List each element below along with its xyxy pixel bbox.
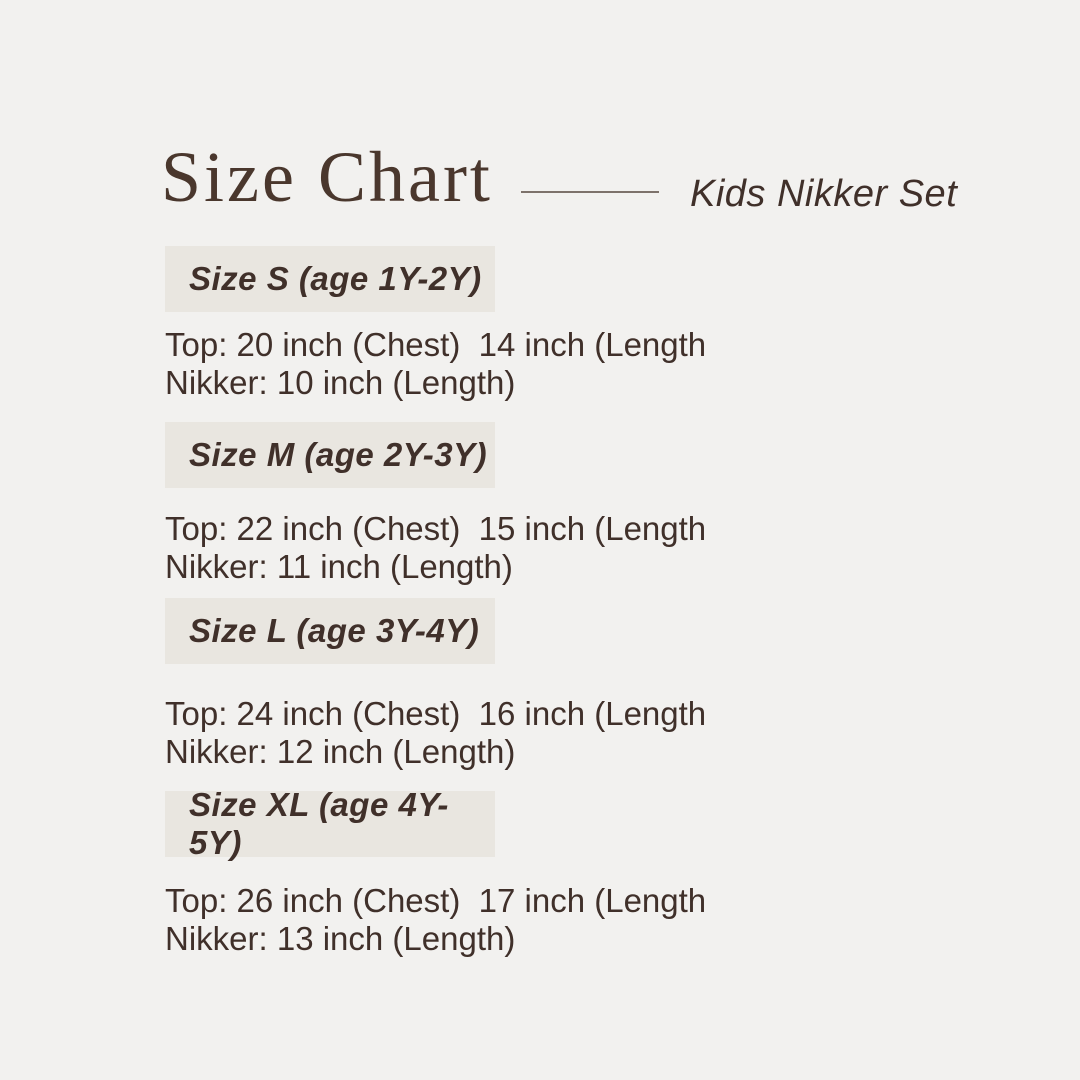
page-title: Size Chart xyxy=(161,137,493,217)
size-xl-label: Size XL (age 4Y-5Y) xyxy=(189,786,449,861)
size-s-top-measurement: Top: 20 inch (Chest) 14 inch (Length xyxy=(165,326,707,363)
size-l-nikker-measurement: Nikker: 12 inch (Length) xyxy=(165,733,516,770)
size-m-nikker-measurement: Nikker: 11 inch (Length) xyxy=(165,548,513,585)
size-xl-top-measurement: Top: 26 inch (Chest) 17 inch (Length xyxy=(165,882,707,919)
size-m-top-measurement: Top: 22 inch (Chest) 15 inch (Length xyxy=(165,510,707,547)
size-s-nikker-measurement: Nikker: 10 inch (Length) xyxy=(165,364,516,401)
size-xl-nikker-measurement: Nikker: 13 inch (Length) xyxy=(165,920,516,957)
size-l-label-box xyxy=(165,598,495,664)
size-xl-label-box xyxy=(165,786,495,861)
size-xl-measurements xyxy=(165,882,706,958)
size-s-label-box xyxy=(165,246,495,312)
size-m-label-box xyxy=(165,422,495,488)
title-divider-line xyxy=(521,191,659,193)
size-l-label: Size L (age 3Y-4Y) xyxy=(189,612,480,649)
size-l-measurements xyxy=(165,695,706,771)
size-m-label: Size M (age 2Y-3Y) xyxy=(189,436,488,473)
size-m-measurements xyxy=(165,510,706,586)
size-s-label: Size S (age 1Y-2Y) xyxy=(189,260,482,297)
product-subtitle: Kids Nikker Set xyxy=(690,173,958,215)
size-l-top-measurement: Top: 24 inch (Chest) 16 inch (Length xyxy=(165,695,707,732)
size-s-measurements xyxy=(165,326,706,402)
